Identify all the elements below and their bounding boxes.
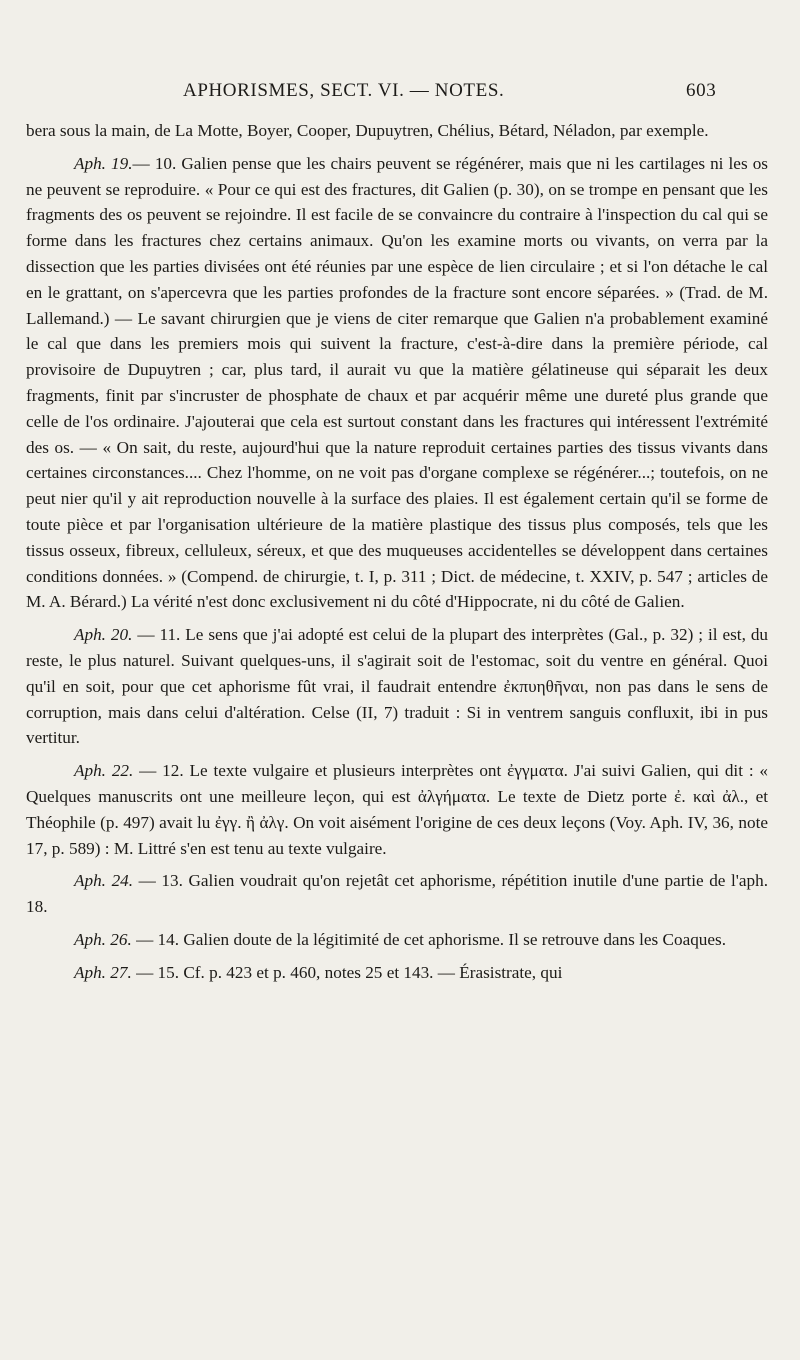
note-aph-24 [26, 868, 768, 920]
running-header [0, 80, 800, 106]
aphorism-reference: Aph. 20. [74, 625, 133, 645]
notes-body [26, 118, 768, 986]
note-text: — 15. Cf. p. 423 et p. 460, notes 25 et 143. — Érasistrate, qui [136, 962, 563, 982]
note-aph-20 [26, 622, 768, 751]
note-continuation [26, 118, 768, 144]
note-text: — 13. Galien voudrait qu'on rejetât cet aphorisme, répétition inutile d'une partie de l'aph. 18. [26, 871, 769, 917]
note-aph-26 [26, 927, 768, 953]
aphorism-reference: Aph. 26. [74, 929, 132, 949]
note-text: bera sous la main, de La Motte, Boyer, Cooper, Dupuytren, Chélius, Bétard, Néladon, par exemple. [26, 121, 709, 140]
aphorism-reference: Aph. 19. [74, 153, 133, 173]
note-aph-22 [26, 758, 768, 861]
running-title: APHORISMES, SECT. VI. — NOTES. [183, 80, 505, 101]
aphorism-reference: Aph. 22. [74, 761, 134, 781]
note-aph-19 [26, 151, 768, 615]
note-text: — 11. Le sens que j'ai adopté est celui de la plupart des interprètes (Gal., p. 32) ; il est, du reste, le plus naturel. Suivant quelques-uns, il s'agirait soit de l'estomac, soit du ventre en général. Quoi qu'il en soit, pour que cet aphorisme fût vrai, il faudrait entendre ἐκπυηθῆναι, non pas dans le sens de corruption, mais dans celui d'altération. Celse (II, 7) traduit : Si in ventrem sanguis confluxit, ibi in pus vertitur. [26, 625, 769, 748]
page-number: 603 [686, 80, 717, 101]
note-text: — 10. Galien pense que les chairs peuvent se régénérer, mais que ni les cartilages ni les os ne peuvent se reproduire. « Pour ce qui est des fractures, dit Galien (p. 30), on se trompe en pensant que les fragments des os peuvent se rejoindre. Il est facile de se convaincre du contraire à l'inspection du cal qui se forme dans les fractures chez certains animaux. Qu'on les examine morts ou vivants, on verra par la dissection que les parties divisées ont été réunies par une espèce de lien circulaire ; et si l'on détache le cal en le grattant, on s'apercevra que les parties profondes de la fracture sont encore séparées. » (Trad. de M. Lallemand.) — Le savant chirurgien que je viens de citer remarque que Galien n'a probablement examiné le cal que dans les premiers mois qui suivent la fracture, c'est-à-dire dans la première période, cal provisoire de Dupuytren ; car, plus tard, il aurait vu que la matière gélatineuse qui séparait les deux fragments, finit par s'incruster de phosphate de chaux et par acquérir même une dureté plus grande que celle de l'os ordinaire. J'ajouterai que cela est surtout constant dans les fractures qui intéressent l'extrémité des os. — « On sait, du reste, aujourd'hui que la nature reproduit certaines parties des tissus vivants dans certaines circonstances.... Chez l'homme, on ne voit pas d'organe complexe se régénérer...; toutefois, on ne peut nier qu'il y ait reproduction nouvelle à la surface des plaies. Il est également certain qu'il se forme de toute pièce et par l'organisation ultérieure de la matière plastique des tissus plus composés, tels que les tissus osseux, fibreux, celluleux, séreux, et que des muqueuses accidentelles se développent dans certaines conditions données. » (Compend. de chirurgie, t. I, p. 311 ; Dict. de médecine, t. XXIV, p. 547 ; articles de M. A. Bérard.) La vérité n'est donc exclusivement ni du côté d'Hippocrate, ni du côté de Galien. [26, 153, 768, 612]
aphorism-reference: Aph. 27. [74, 962, 132, 982]
note-aph-27 [26, 960, 768, 986]
note-text: — 14. Galien doute de la légitimité de cet aphorisme. Il se retrouve dans les Coaques. [136, 929, 726, 949]
aphorism-reference: Aph. 24. [74, 871, 134, 891]
note-text: — 12. Le texte vulgaire et plusieurs interprètes ont ἐγγματα. J'ai suivi Galien, qui dit : « Quelques manuscrits ont une meilleure leçon, qui est ἀλγήματα. Le texte de Dietz porte ἐ. καὶ ἀλ., et Théophile (p. 497) avait lu ἐγγ. ἢ ἀλγ. On voit aisément l'origine de ces deux leçons (Voy. Aph. IV, 36, note 17, p. 589) : M. Littré s'en est tenu au texte vulgaire. [26, 761, 769, 858]
